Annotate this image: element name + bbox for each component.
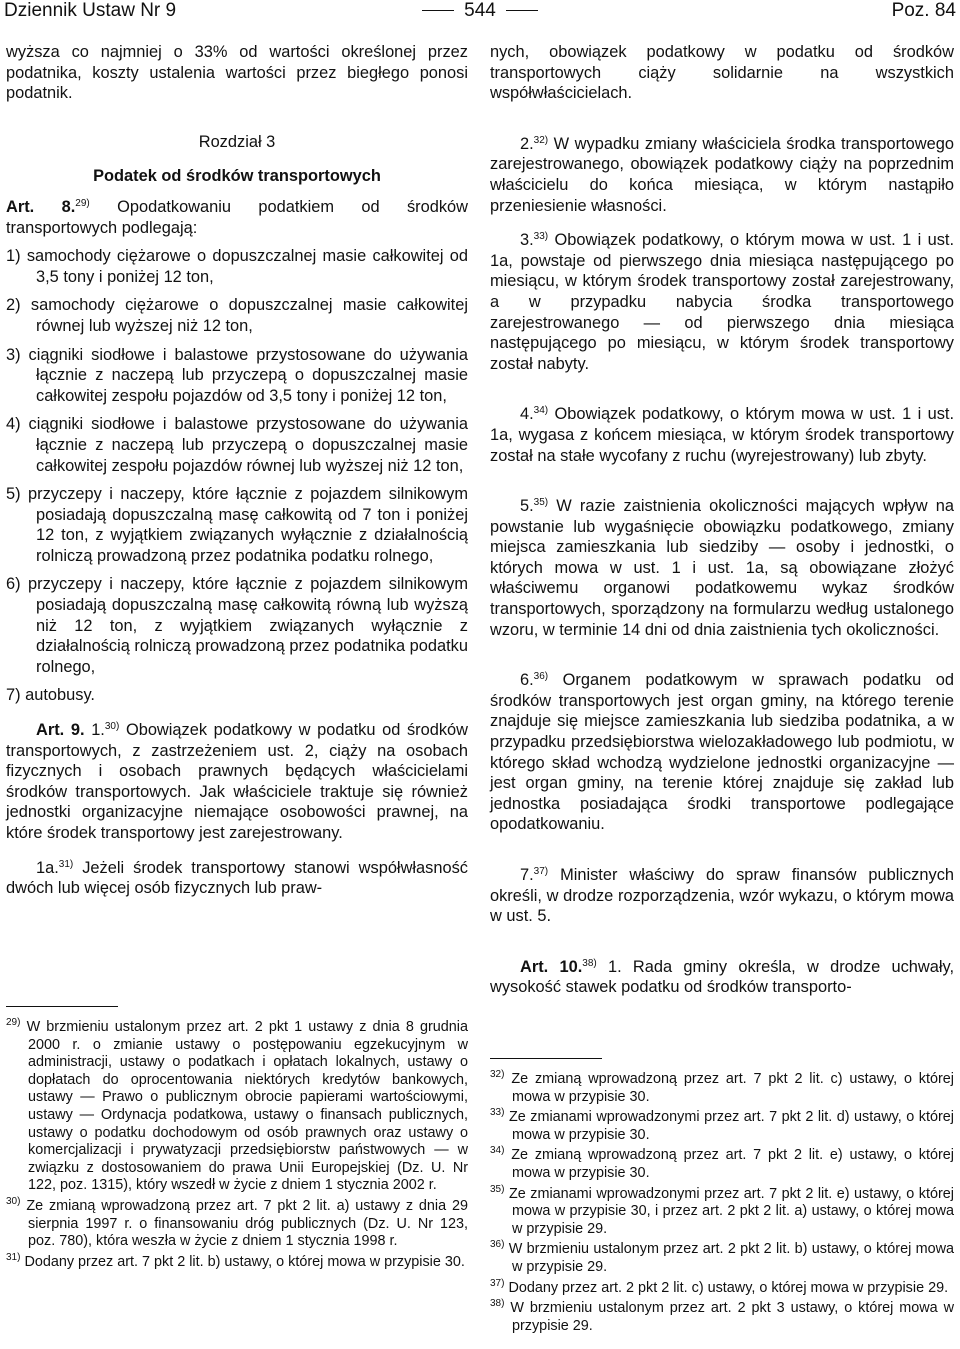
- footnote: [490, 1183, 955, 1239]
- header-dash-right: [506, 10, 538, 11]
- paragraph-5: [490, 496, 954, 640]
- paragraph-text: Obowiązek podatkowy, o którym mowa w ust. 1 i ust. 1a, powstaje od pierwszego dnia miesiąca następującego po miesiącu, w którym środek transportowy został zarejestrowany, a w przypadku nabycia środka transportowego zarejestrowanego — od pierwszego dnia miesiąca następującego po miesiącu, w którym środek transportowy został nabyty.: [490, 231, 955, 373]
- footnote-number: 29): [6, 1017, 21, 1028]
- footnote-ref: 38): [582, 957, 597, 969]
- footnote-ref: 29): [75, 197, 90, 209]
- position-number: Poz. 84: [891, 0, 956, 21]
- footnotes-right: [490, 1058, 954, 1335]
- left-column: [6, 42, 468, 899]
- paragraph-text: Obowiązek podatkowy, o którym mowa w ust. 1 i ust. 1a, wygasa z końcem miesiąca, w którym środek transportowy został na stałe wycofany z ruchu (wyrejestrowany) lub zbyty.: [490, 405, 955, 465]
- page-number: [0, 0, 960, 22]
- paragraph-text: Minister właściwy do spraw finansów publicznych określi, w drodze rozporządzenia, wzór wykazu, o którym mowa w ust. 5.: [490, 866, 955, 926]
- paragraph-text: W wypadku zmiany właściciela środka transportowego zarejestrowanego, obowiązek podatkowy ciąży na poprzednim właścicielu do końca miesiąca, w którym nastąpiło przeniesienie własności.: [490, 134, 954, 215]
- intro-paragraph: wyższa co najmniej o 33% od wartości określonej przez podatnika, koszty ustalenia wartości przez biegłego ponosi podatnik.: [6, 43, 468, 103]
- right-column: [490, 42, 954, 998]
- journal-title: Dziennik Ustaw Nr 9: [4, 0, 177, 21]
- footnote: [6, 1019, 468, 1195]
- footnote-text: Dodany przez art. 2 pkt 2 lit. c) ustawy, o której mowa w przypisie 29.: [508, 1279, 949, 1296]
- footnote-ref: 30): [104, 721, 120, 733]
- footnote-text: Ze zmianami wprowadzonymi przez art. 7 pkt 2 lit. d) ustawy, o której mowa w przypisie 30.: [508, 1109, 955, 1143]
- paragraph-number: 4.: [520, 405, 534, 424]
- footnote-ref: 35): [533, 497, 549, 509]
- list-item: 5) przyczepy i naczepy, które łącznie z pojazdem silnikowym posiadają dopuszczalną masę całkowitą od 7 ton i poniżej 12 ton, z wyjątkiem związanych wyłącznie z działalnością rolniczą prowadzoną przez podatnika podatku rolnego,: [6, 485, 468, 565]
- footnote-ref: 34): [533, 405, 549, 417]
- paragraph-4: [490, 404, 954, 466]
- footnote-text: Ze zmianą wprowadzoną przez art. 7 pkt 2 lit. a) ustawy z dnia 29 sierpnia 1997 r. o finansowaniu dróg publicznych (Dz. U. Nr 123, poz. 780), która weszła w życie z dniem 1 stycznia 1998 r.: [26, 1197, 468, 1250]
- footnote-number: 37): [490, 1277, 505, 1289]
- list-item: 4) ciągniki siodłowe i balastowe przystosowane do używania łącznie z naczepą lub przyczepą o dopuszczalnej masie całkowitej zespołu pojazdów równej lub wyższej niż 12 ton,: [6, 415, 468, 475]
- footnote-ref: 33): [533, 231, 549, 243]
- footnote-text: Ze zmianą wprowadzoną przez art. 7 pkt 2 lit. e) ustawy, o której mowa w przypisie 30.: [511, 1147, 954, 1181]
- paragraph-6: [490, 670, 954, 835]
- footnote-ref: 37): [533, 866, 549, 877]
- footnote: [490, 1147, 954, 1182]
- paragraph-number: 6.: [520, 671, 534, 690]
- footnote-number: 30): [6, 1195, 21, 1207]
- footnote-text: W brzmieniu ustalonym przez art. 2 pkt 1 ustawy z dnia 8 grudnia 2000 r. o zmianie ustawy o postępowaniu egzekucyjnym w administracji, ustawy o podatkach i opłatach lokalnych, ustawy o dopłatach do oprocentowania niektórych kredytów bankowych, ustawy — Prawo o publicznym obrocie papierami wartościowymi, ustawy — Ordynacja podatkowa, ustawy o finansach publicznych, ustawy o podatku dochodowym od osób prawnych oraz ustawy o komercjalizacji i prywatyzacji przedsiębiorstw państwowych — w związku z dostosowaniem do prawa Unii Europejskiej (Dz. U. Nr 122, poz. 1315), który wszedł w życie z dniem 1 stycznia 2002 r.: [26, 1019, 468, 1194]
- list-item: 6) przyczepy i naczepy, które łącznie z pojazdem silnikowym posiadają dopuszczalną masę całkowitą równą lub wyższą niż 12 ton, z wyjątkiem związanych wyłącznie z działalnością rolniczą prowadzoną przez podatnika podatku rolnego,: [6, 575, 468, 676]
- footnote: [6, 1195, 468, 1251]
- footnote-number: 36): [490, 1239, 505, 1251]
- footnote-separator: [490, 1058, 602, 1059]
- paragraph-number: 1.: [91, 721, 105, 740]
- article-10: [490, 957, 954, 998]
- paragraph-number: 1a.: [36, 858, 59, 877]
- paragraph-3: [490, 230, 954, 374]
- list-item: 7) autobusy.: [6, 686, 95, 705]
- article-10-label: Art. 10.: [520, 957, 583, 976]
- footnote-number: 31): [6, 1251, 21, 1263]
- footnote-separator: [6, 1006, 118, 1007]
- list-item: 2) samochody ciężarowe o dopuszczalnej masie całkowitej równej lub wyższej niż 12 ton,: [6, 296, 468, 335]
- page-header: [0, 0, 960, 28]
- footnote-text: Ze zmianami wprowadzonymi przez art. 7 pkt 2 lit. e) ustawy, o której mowa w przypisie 30, i przez art. 2 pkt 2 lit. a) ustawy, o której mowa w przypisie 29.: [508, 1185, 955, 1237]
- footnote: [490, 1109, 954, 1144]
- article-9-text: Obowiązek podatkowy w podatku od środków transportowych, z zastrzeżeniem ust. 2, ciąży na osobach fizycznych i osobach prawnych będących właścicielami środków transportowych. Jak właściciele traktuje się również jednostki organizacyjne niemające osobowości prawnej, na które środek transportowy jest zarejestrowany.: [6, 721, 469, 842]
- article-8-text: Opodatkowaniu podatkiem od środków transportowych podlegają:: [6, 197, 469, 237]
- article-10-text: 1. Rada gminy określa, w drodze uchwały, wysokość stawek podatku od środków transporto-: [490, 957, 955, 997]
- article-8-label: Art. 8.: [6, 197, 76, 216]
- footnote: [490, 1241, 954, 1276]
- footnote-text: W brzmieniu ustalonym przez art. 2 pkt 2 lit. b) ustawy, o której mowa w przypisie 29.: [508, 1241, 954, 1275]
- list-item: 3) ciągniki siodłowe i balastowe przystosowane do używania łącznie z naczepą lub przyczepą o dopuszczalnej masie całkowitej zespołu pojazdów od 3,5 tony i poniżej 12 ton,: [6, 345, 468, 405]
- footnote-text: Ze zmianą wprowadzoną przez art. 7 pkt 2 lit. c) ustawy, o której mowa w przypisie 30.: [511, 1071, 954, 1105]
- footnote-text: W brzmieniu ustalonym przez art. 2 pkt 3 ustawy, o której mowa w przypisie 29.: [510, 1300, 955, 1334]
- footnote-text: Dodany przez art. 7 pkt 2 lit. b) ustawy, o której mowa w przypisie 30.: [24, 1253, 465, 1270]
- paragraph-text: W razie zaistnienia okoliczności mających wpływ na powstanie lub wygaśnięcie obowiązku podatkowego, zmiany miejsca zamieszkania lub siedziby — osoby i jednostki, o których mowa w ust. 1 i ust. 1a, są obowiązane złożyć właściwemu organowi podatkowemu wykaz środków transportowych, sporządzony na formularzu według ustalonego wzoru, w terminie 14 dni od dnia zaistnienia tych okoliczności.: [490, 497, 954, 639]
- list-item: 1) samochody ciężarowe o dopuszczalnej masie całkowitej od 3,5 tony i poniżej 12 ton,: [6, 247, 468, 286]
- chapter-title: Podatek od środków transportowych: [93, 167, 381, 186]
- paragraph-text: Jeżeli środek transportowy stanowi współwłasność dwóch lub więcej osób fizycznych lub praw-: [6, 858, 468, 898]
- article-9: [6, 720, 468, 844]
- paragraph-text: Organem podatkowym w sprawach podatku od środków transportowych jest organ gminy, na którego terenie znajduje się miejsce zamieszkania lub siedziba podatnika, a w przypadku przedsiębiorstwa wielozakładowego lub podmiotu, w którego skład wchodzą wydzielone jednostki organizacyjne — jest organ gminy, na terenie której znajduje się zakład lub jednostka posiadająca środki transportowe podlegające opodatkowaniu.: [490, 671, 954, 834]
- footnote: [490, 1277, 954, 1298]
- footnote-number: 38): [490, 1298, 505, 1310]
- paragraph-number: 3.: [520, 231, 534, 250]
- paragraph-number: 2.: [520, 134, 534, 153]
- chapter-heading: Rozdział 3: [198, 132, 276, 151]
- article-8: [6, 197, 468, 238]
- footnote: [490, 1300, 954, 1335]
- paragraph-2: [490, 134, 954, 216]
- header-dash-left: [422, 10, 454, 11]
- footnote-ref: 31): [58, 858, 74, 870]
- footnote-number: 34): [490, 1145, 505, 1157]
- paragraph-number: 7.: [520, 866, 534, 884]
- footnote-number: 33): [490, 1107, 505, 1119]
- footnote-ref: 32): [533, 134, 549, 146]
- article-9-label: Art. 9.: [36, 721, 85, 740]
- paragraph-number: 5.: [520, 497, 534, 516]
- footnote: [6, 1251, 468, 1272]
- continuation-paragraph: nych, obowiązek podatkowy w podatku od środków transportowych ciąży solidarnie na wszystkich współwłaścicielach.: [490, 43, 954, 103]
- footnote-number: 32): [490, 1069, 505, 1080]
- paragraph-1a: [6, 858, 468, 899]
- footnotes-left: [6, 1006, 468, 1271]
- paragraph-7: [490, 865, 954, 927]
- page-number-value: 544: [464, 0, 496, 21]
- footnote-ref: 36): [533, 671, 549, 683]
- footnote-number: 35): [490, 1183, 505, 1195]
- footnote: [490, 1071, 954, 1106]
